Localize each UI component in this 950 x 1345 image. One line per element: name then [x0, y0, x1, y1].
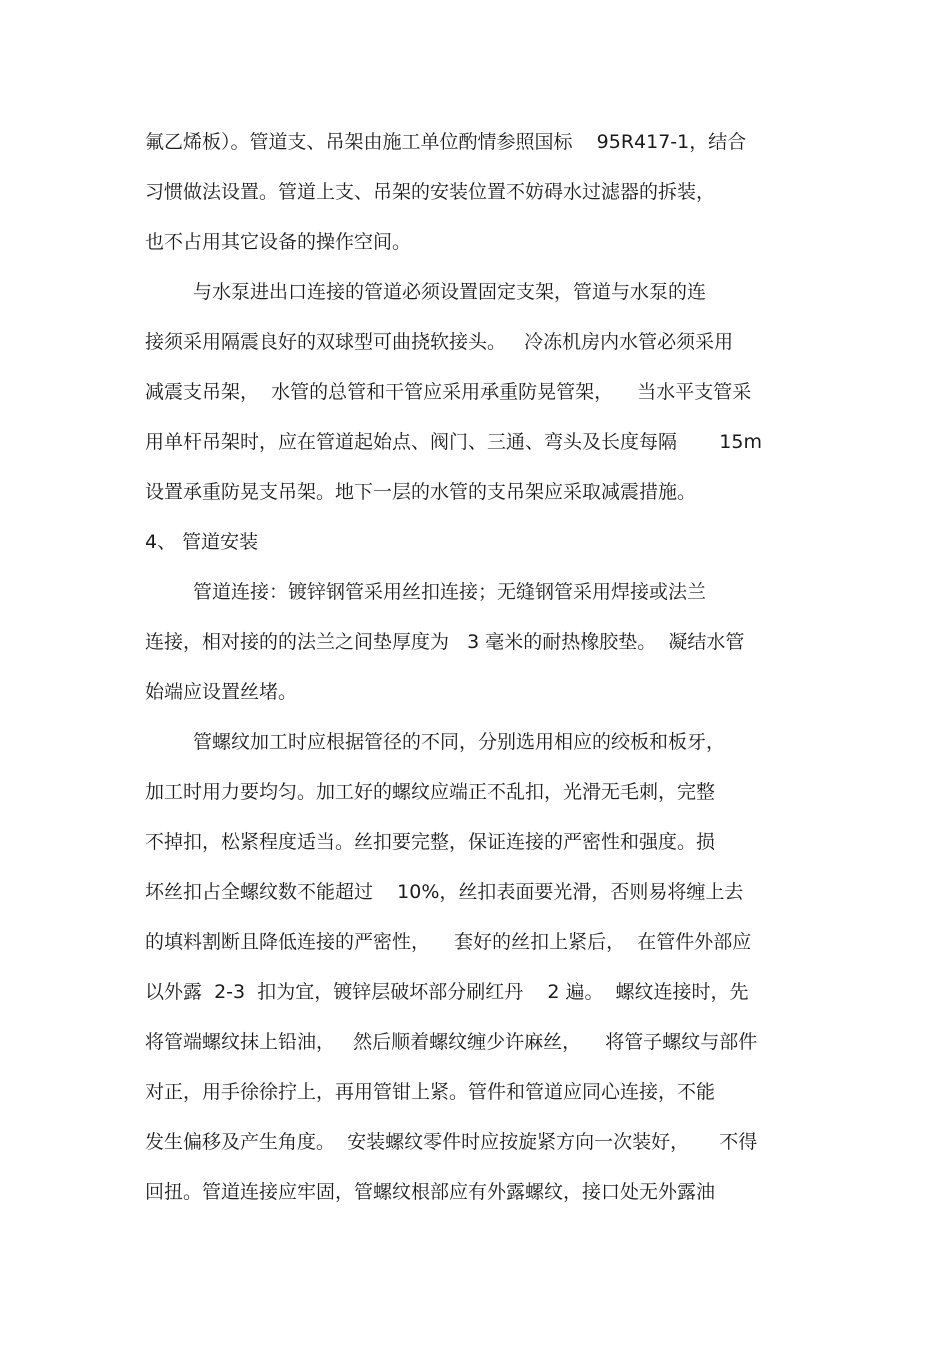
text-line: 习惯做法设置。管道上支、吊架的安装位置不妨碍水过滤器的拆装，: [145, 181, 716, 203]
text-line: 用单杆吊架时，应在管道起始点、阀门、三通、弯头及长度每隔 15m: [145, 431, 762, 453]
text-line: 管螺纹加工时应根据管径的不同，分别选用相应的绞板和板牙，: [193, 731, 726, 753]
text-line: 加工时用力要均匀。加工好的螺纹应端正不乱扣，光滑无毛刺，完整: [145, 781, 716, 803]
text-line: 减震支吊架， 水管的总管和干管应采用承重防晃管架， 当水平支管采: [145, 381, 752, 403]
text-line: 对正，用手徐徐拧上，再用管钳上紧。管件和管道应同心连接，不能: [145, 1081, 716, 1103]
section-heading: 4、 管道安装: [145, 531, 259, 553]
text-line: 坏丝扣占全螺纹数不能超过 10%，丝扣表面要光滑，否则易将缠上去: [145, 881, 744, 903]
text-line: 管道连接：镀锌钢管采用丝扣连接；无缝钢管采用焊接或法兰: [193, 581, 707, 603]
text-line: 氟乙烯板）。管道支、吊架由施工单位酌情参照国标 95R417-1，结合: [145, 131, 747, 153]
text-line: 不掉扣，松紧程度适当。丝扣要完整，保证连接的严密性和强度。损: [145, 831, 716, 853]
text-line: 的填料割断且降低连接的严密性， 套好的丝扣上紧后， 在管件外部应: [145, 931, 752, 953]
text-line: 与水泵进出口连接的管道必须设置固定支架，管道与水泵的连: [193, 281, 707, 303]
text-line: 连接，相对接的的法兰之间垫厚度为 3 毫米的耐热橡胶垫。 凝结水管: [145, 631, 745, 653]
text-line: 始端应设置丝堵。: [145, 681, 298, 703]
text-line: 将管端螺纹抹上铅油， 然后顺着螺纹缠少许麻丝， 将管子螺纹与部件: [145, 1031, 758, 1053]
text-line: 设置承重防晃支吊架。地下一层的水管的支吊架应采取减震措施。: [145, 481, 697, 503]
text-line: 接须采用隔震良好的双球型可曲挠软接头。 冷冻机房内水管必须采用: [145, 331, 734, 353]
text-line: 以外露 2-3 扣为宜，镀锌层破坏部分刷红丹 2 遍。 螺纹连接时，先: [145, 981, 749, 1003]
text-line: 也不占用其它设备的操作空间。: [145, 231, 412, 253]
text-line: 发生偏移及产生角度。 安装螺纹零件时应按旋紧方向一次装好， 不得: [145, 1131, 758, 1153]
text-line: 回扭。管道连接应牢固，管螺纹根部应有外露螺纹，接口处无外露油: [145, 1181, 716, 1203]
